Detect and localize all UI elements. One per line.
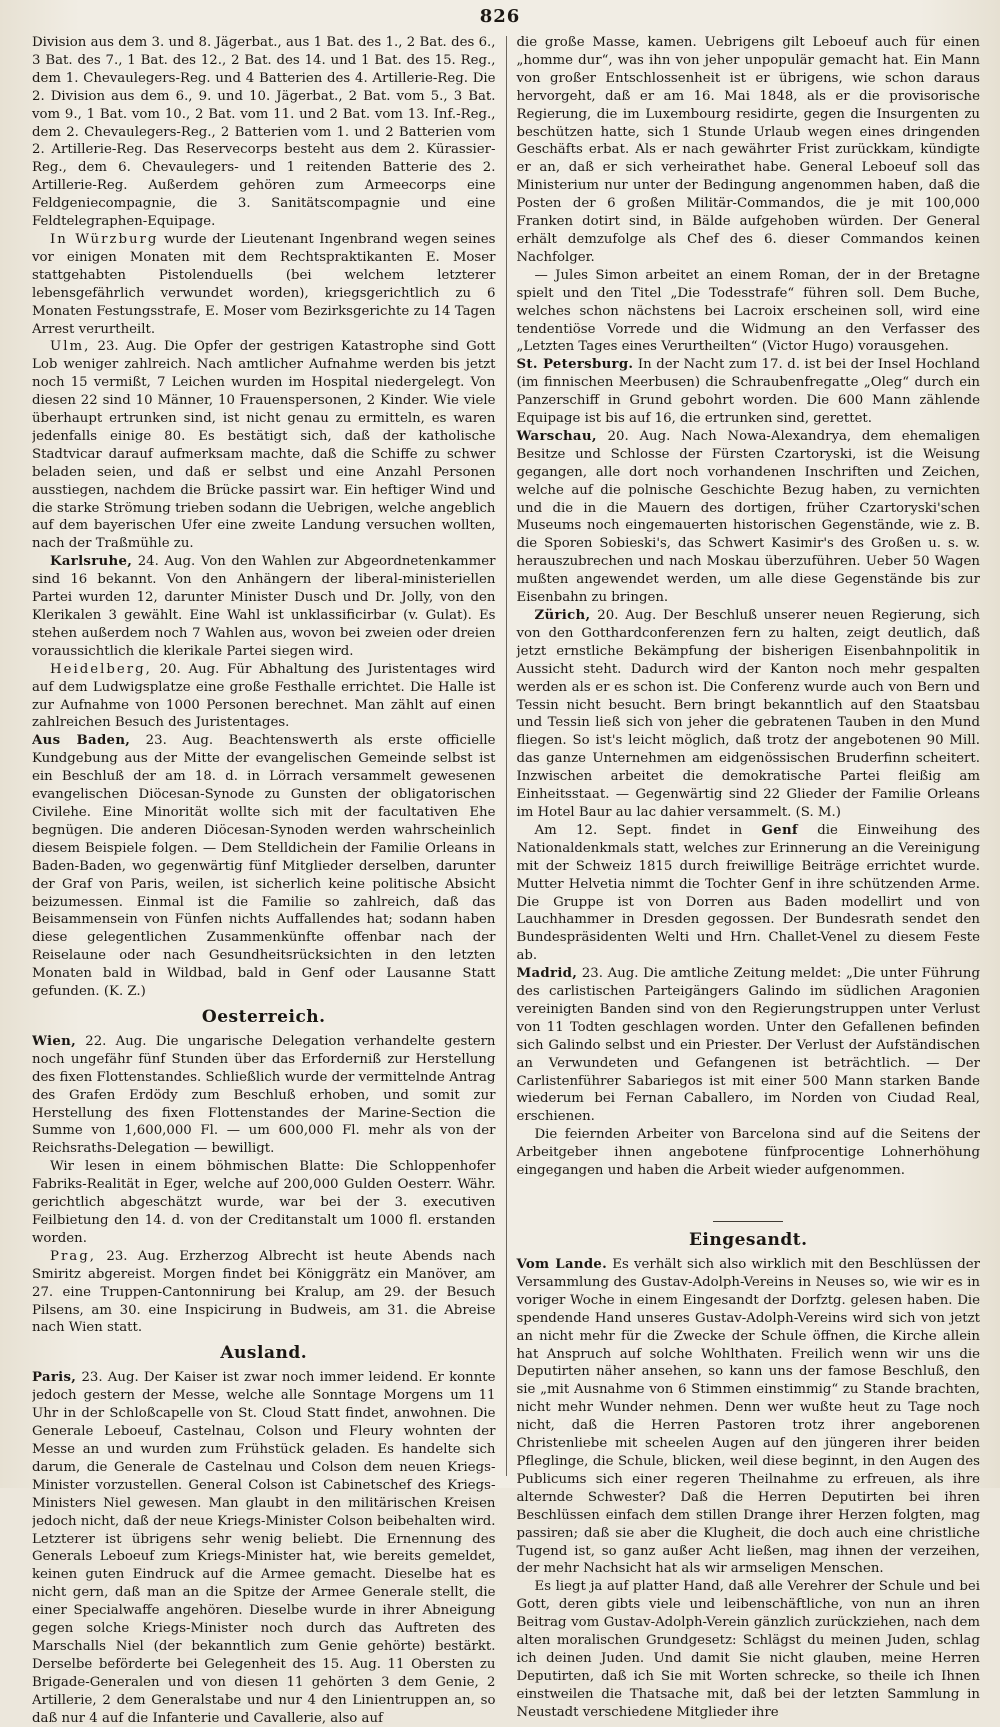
article-heidelberg: Heidelberg, 20. Aug. Für Abhaltung des Juristentages wird auf dem Ludwigsplatze eine große Festhalle errichtet. Die Halle ist zur Aufnahme von 1000 Personen berechnet. Man zählt auf einen zahlreichen Besuch des Juristentages. — [32, 661, 496, 731]
article-paris: Paris, 23. Aug. Der Kaiser ist zwar noch immer leidend. Er konnte jedoch gestern der Messe, welche alle Sonntage Morgens um 11 Uhr in der Schloßcapelle von St. Cloud Statt findet, anwohnen. Die Generale Leboeuf, Castelnau, Colson und Fleury wohnten der Messe an und wurden zum Frühstück geladen. Es handelte sich darum, die Generale de Castelnau und Colson dem neuen Kriegs-Minister vorzustellen. General Colson ist Cabinetschef des Kriegs-Ministers Niel gewesen. Man glaubt in den militärischen Kreisen jedoch nicht, daß der neue Kriegs-Minister Colson beibehalten wird. Letzterer ist übrigens sehr wenig beliebt. Die Ernennung des Generals Leboeuf zum Kriegs-Minister hat, wie bereits gemeldet, keinen guten Eindruck auf die Armee gemacht. Dieselbe hat es nicht gern, daß man an die Spitze der Armee Generale stellt, die einer Specialwaffe angehören. Dieselbe wurde in ihrer Abneigung gegen solche Kriegs-Minister noch durch das Auftreten des Marschalls Niel (der bekanntlich zum Genie gehörte) bestärkt. Derselbe beförderte bei Gelegenheit des 15. Aug. 11 Obersten zu Brigade-Generalen und von diesen 11 gehörten 3 dem Genie, 2 Artillerie, 2 dem Generalstabe und nur 4 den Linientruppen an, so daß nur 4 auf die Infanterie und Cavallerie, also auf — [32, 1370, 496, 1726]
section-heading-eingesandt: Eingesandt. — [688, 1230, 808, 1250]
article-st-petersburg: St. Petersburg. In der Nacht zum 17. d. ist bei der Insel Hochland (im finnischen Meerbusen) die Schraubenfregatte „Oleg“ durch ein Panzerschiff in Grund gebohrt worden. Die 600 Mann zählende Equipage ist bis auf 16, die ertrunken sind, gerettet. — [516, 357, 980, 427]
dateline-karlsruhe: Karlsruhe, — [50, 554, 133, 570]
article-aus-baden: Aus Baden, 23. Aug. Beachtenswerth als erste officielle Kundgebung aus der Mitte der evangelischen Gemeinde selbst ist ein Beschluß der am 18. d. in Lörrach versammelt gewesenen evangelischen Diöcesan-Synode zu Gunsten der obligatorischen Civilehe. Eine Minorität wollte sich mit der facultativen Ehe begnügen. Die anderen Diöcesan-Synoden werden wahrscheinlich diesem Beispiele folgen. — Dem Stelldichein der Familie Orleans in Baden-Baden, wo gegenwärtig fünf Mitglieder derselben, darunter der Graf von Paris, weilen, ist sicherlich keine politische Absicht beizumessen. Einmal ist die Familie so zahlreich, daß das Beisammensein von Fünfen nichts Auffallendes hat; sodann haben diese gelegentlichen Zusammenkünfte offenbar nach der Reiselaune oder nach Gesundheitsrücksichten in den letzten Monaten bald in Wildbad, bald in Genf oder Lausanne Statt gefunden. (K. Z.) — [32, 733, 496, 1000]
dateline-warschau: Warschau, — [516, 428, 597, 444]
dateline-prag: Prag, — [50, 1248, 96, 1264]
section-heading-oesterreich: Oesterreich. — [201, 1006, 326, 1027]
dateline-genf: Genf — [761, 822, 798, 838]
dateline-wien: Wien, — [32, 1033, 77, 1049]
article-wien: Wien, 22. Aug. Die ungarische Delegation verhandelte gestern noch ungefähr fünf Stunden über das Erforderniß zur Herstellung des fixen Flottenstandes. Schließlich wurde der vermittelnde Antrag des Grafen Erdödy zum Beschluß erhoben, und somit zur Herstellung des fixen Flottenstandes der Marine-Section die Summe von 1,600,000 Fl. — um 600,000 Fl. mehr als von der Reichsraths-Delegation — bewilligt. — [32, 1033, 496, 1157]
article-bavarian-army-corps: Division aus dem 3. und 8. Jägerbat., aus 1 Bat. des 1., 2 Bat. des 6., 3 Bat. des 7., 1 Bat. des 12., 2 Bat. des 14. und 1 Bat. des 15. Reg., dem 1. Chevaulegers-Reg. und 4 Batterien des 4. Artillerie-Reg. Die 2. Division aus dem 6., 9. und 10. Jägerbat., 2 Bat. vom 5., 3 Bat. vom 9., 1 Bat. vom 10., 2 Bat. vom 11. und 2 Bat. vom 13. Inf.-Reg., dem 2. Chevaulegers-Reg., 2 Batterien vom 1. und 2 Batterien vom 2. Artillerie-Reg. Das Reservecorps besteht aus dem 2. Kürassier-Reg., dem 6. Chevaulegers- und 1 reitenden Batterie des 2. Artillerie-Reg. Außerdem gehören zum Armeecorps eine Feldgeniecompagnie, die 3. Sanitätscompagnie und eine Feldtelegraphen-Equipage. — [32, 35, 496, 230]
blank-space — [516, 1180, 980, 1214]
article-paris-continued: die große Masse, kamen. Uebrigens gilt Leboeuf auch für einen „homme dur“, was ihn von jeher unpopulär gemacht hat. Ein Mann von großer Entschlossenheit ist er übrigens, wie schon daraus hervorgeht, daß er am 16. Mai 1848, als er die provisorische Regierung, die im Luxembourg residirte, gegen die Insurgenten zu beschützen hatte, sich 1 Stunde Urlaub wegen eines dringenden Geschäfts erbat. Als er nach gewährter Frist zurückkam, kündigte er an, daß er sich verheirathet habe. General Leboeuf soll das Ministerium nur unter der Bedingung angenommen haben, daß die Posten der 6 großen Militär-Commandos, die je mit 100,000 Franken dotirt sind, in Bälde aufgehoben würden. Der General erhält demzufolge als Chef des 6. dieser Commandos keinen Nachfolger. — [516, 35, 980, 265]
dateline-vom-lande: Vom Lande. — [516, 1257, 608, 1272]
article-barcelona: Die feiernden Arbeiter von Barcelona sind auf die Seitens der Arbeitgeber ihnen angebotene fünfprocentige Lohnerhöhung eingegangen und haben die Arbeit wieder aufgenommen. — [516, 1127, 980, 1179]
article-karlsruhe: Karlsruhe, 24. Aug. Von den Wahlen zur Abgeordnetenkammer sind 16 bekannt. Von den Anhängern der liberal-ministeriellen Partei wurden 12, darunter Minister Dusch und Dr. Jolly, von den Klerikalen 3 gewählt. Eine Wahl ist unklassificirbar (v. Gulat). Es stehen außerdem noch 7 Wahlen aus, wovon bei zweien oder dreien voraussichtlich die klerikale Partei siegen wird. — [32, 554, 496, 659]
dateline-wuerzburg: In Würzburg — [50, 231, 159, 247]
dateline-aus-baden: Aus Baden, — [32, 733, 131, 749]
article-vom-lande-continued: Es liegt ja auf platter Hand, daß alle Verehrer der Schule und bei Gott, deren gibts viele und leibenschäftliche, von nun an ihren Beitrag vom Gustav-Adolph-Verein gänzlich zurückziehen, nach dem alten moralischen Grundgesetz: Schlägst du meinen Juden, schlag ich deinen Juden. Und damit Sie nicht glauben, meine Herren Deputirten, daß ich Sie mit Worten schrecke, so theile ich Ihnen einstweilen die Thatsache mit, daß bei der letzten Sammlung in Neustadt verschiedene Mitglieder ihre — [516, 1579, 980, 1720]
article-madrid: Madrid, 23. Aug. Die amtliche Zeitung meldet: „Die unter Führung des carlistischen Parteigängers Galindo im südlichen Aragonien vereinigten Banden sind von den Regierungstruppen unter Verlust von 11 Todten geschlagen worden. Unter den Gefallenen befinden sich Galindo selbst und ein Priester. Der Verlust der Aufständischen an Verwundeten und Gefangenen ist beträchtlich. — Der Carlistenführer Sabariegos ist mit einer 500 Mann starken Bande wiederum bei Fernan Caballero, im Norden von Ciudad Real, erschienen. — [516, 966, 980, 1125]
article-vom-lande: Vom Lande. Es verhält sich also wirklich mit den Beschlüssen der Versammlung des Gustav-Adolph-Vereins in Neuses so, wie wir es in voriger Woche in einem Eingesandt der Dorfztg. gelesen haben. Die spendende Hand unseres Gustav-Adolph-Vereins wird sich von jetzt an nicht mehr für die Zwecke der Schule öffnen, die Kirche allein hat Anspruch auf solche Wohlthaten. Freilich wenn wir uns die Deputirten näher ansehen, so kann uns der famose Beschluß, den sie „mit Ausnahme von 6 Stimmen einstimmig“ zu Stande brachten, nicht mehr Wunder nehmen. Denn wer wußte heut zu Tage noch nicht, daß die Herren Pastoren trotz ihrer angeborenen Christenliebe mit scheelen Augen auf den jüngeren ihrer beiden Pfleglinge, die Schule, blicken, weil diese beginnt, in den Augen des Publicums sich einer regeren Theilnahme zu erfreuen, als ihre alternde Schwester? Daß die Herren Deputirten bei ihren Beschlüssen einfach dem stillen Drange ihrer Herzen folgten, mag passiren; daß sie aber die Klugheit, die doch auch eine christliche Tugend ist, so ganz außer Acht ließen, mag ihnen der verzeihen, der mehr Nachsicht hat als wir armseligen Menschen. — [516, 1257, 980, 1577]
dateline-ulm: Ulm, — [50, 339, 91, 355]
dateline-madrid: Madrid, — [516, 966, 578, 982]
section-heading-ausland: Ausland. — [220, 1343, 308, 1364]
article-warschau: Warschau, 20. Aug. Nach Nowa-Alexandrya, dem ehemaligen Besitze und Schlosse der Fürsten Czartoryski, ist die Weisung gegangen, alle dort noch vorhandenen Inschriften und Zeichen, welche auf die polnische Geschichte Bezug haben, zu vernichten und die in die Mauern des dortigen, früher Czartoryski'schen Museums noch eingemauerten historischen Gegenstände, wie z. B. die Sporen Sobieski's, das Schwert Kasimir's des Großen u. s. w. herauszubrechen und nach Moskau überzuführen. Ueber 50 Wagen mußten angewendet werden, um alle diese Gegenstände bis zur Eisenbahn zu bringen. — [516, 428, 980, 606]
article-wuerzburg: In Würzburg wurde der Lieutenant Ingenbrand wegen seines vor einigen Monaten mit dem Rechtspraktikanten E. Moser stattgehabten Pistolenduells (bei welchem letzterer lebensgefährlich verwundet worden), kriegsgerichtlich zu 6 Monaten Festungsstrafe, E. Moser vom Bezirksgerichte zu 14 Tagen Arrest verurtheilt. — [32, 231, 496, 337]
article-eger: Wir lesen in einem böhmischen Blatte: Die Schloppenhofer Fabriks-Realität in Eger, welche auf 200,000 Gulden Oesterr. Währ. gerichtlich abgeschätzt wurde, war bei der 3. executiven Feilbietung den 14. d. von der Creditanstalt um 1000 fl. erstanden worden. — [32, 1159, 496, 1246]
page-number: 826 — [479, 6, 521, 27]
dateline-paris: Paris, — [32, 1370, 77, 1386]
article-zuerich: Zürich, 20. Aug. Der Beschluß unserer neuen Regierung, sich von den Gotthardconferenzen fern zu halten, zeigt deutlich, daß jetzt ernstliche Bekämpfung der bisherigen Eisenbahnpolitik in Aussicht steht. Dadurch wird der Kanton noch mehr gespalten werden als er es schon ist. Die Conferenz wurde auch von Bern und Tessin nicht besucht. Bern bringt bekanntlich auf den Staatsbau und Tessin ließ sich von jeher die gebratenen Tauben in den Mund fliegen. So ist's leicht möglich, daß trotz der angebotenen 90 Mill. das ganze Unternehmen am eidgenössischen Bruderfinn scheitert. Inzwischen arbeitet die demokratische Partei fleißig am Einheitsstaat. — Gegenwärtig sind 22 Glieder der Familie Orleans im Hotel Baur au lac dahier versammelt. (S. M.) — [516, 608, 980, 820]
article-ulm: Ulm, 23. Aug. Die Opfer der gestrigen Katastrophe sind Gott Lob weniger zahlreich. Nach amtlicher Aufnahme werden bis jetzt noch 15 vermißt, 7 Leichen wurden im Hospital niedergelegt. Von diesen 22 sind 10 Männer, 10 Frauenspersonen, 2 Kinder. Wie viele überhaupt ertrunken sind, ist nicht genau zu ermitteln, es waren jedenfalls einige 80. Es bestätigt sich, daß der katholische Stadtvicar darauf aufmerksam machte, daß die Schiffe zu schwer beladen seien, und daß er selbst und eine Anzahl Personen ausstiegen, nachdem die Brücke passirt war. Ein heftiger Wind und die starke Strömung trieben sodann die Uebrigen, welche angeblich auf dem bayerischen Ufer eine zweite Landung versuchen wollten, nach der Traßmühle zu. — [32, 339, 496, 552]
dateline-zuerich: Zürich, — [534, 608, 591, 623]
article-genf: Am 12. Sept. findet in Genf die Einweihung des Nationaldenkmals statt, welches zur Erinnerung an die Vereinigung mit der Schweiz 1815 durch freiwillige Beiträge errichtet wurde. Mutter Helvetia nimmt die Tochter Genf in ihre schützenden Arme. Die Gruppe ist von Dorren aus Baden modellirt und von Lauchhammer in Dresden gegossen. Der Bundesrath sendet den Bundespräsidenten Welti und Hrn. Challet-Venel zu diesem Feste ab. — [516, 822, 980, 964]
article-jules-simon: — Jules Simon arbeitet an einem Roman, der in der Bretagne spielt und den Titel „Die Todesstrafe“ führen soll. Dem Buche, welches schon nächstens bei Lacroix erscheinen soll, wird eine tendentiöse Vorrede und die Widmung an den Verfasser des „Letzten Tages eines Verurtheilten“ (Victor Hugo) vorausgehen. — [516, 267, 980, 355]
article-prag: Prag, 23. Aug. Erzherzog Albrecht ist heute Abends nach Smiritz abgereist. Morgen findet bei Königgrätz ein Manöver, am 27. eine Truppen-Cantonnirung bei Kralup, am 29. der Besuch Pilsens, am 30. eine Inspicirung in Budweis, am 31. die Abreise nach Wien statt. — [32, 1248, 496, 1336]
separator-line — [713, 1221, 783, 1222]
left-column — [32, 34, 496, 1727]
right-column — [516, 34, 980, 1727]
column-rule — [506, 36, 507, 1476]
dateline-st-petersburg: St. Petersburg. — [516, 357, 634, 373]
columns — [32, 34, 980, 1727]
dateline-heidelberg: Heidelberg, — [50, 661, 152, 677]
